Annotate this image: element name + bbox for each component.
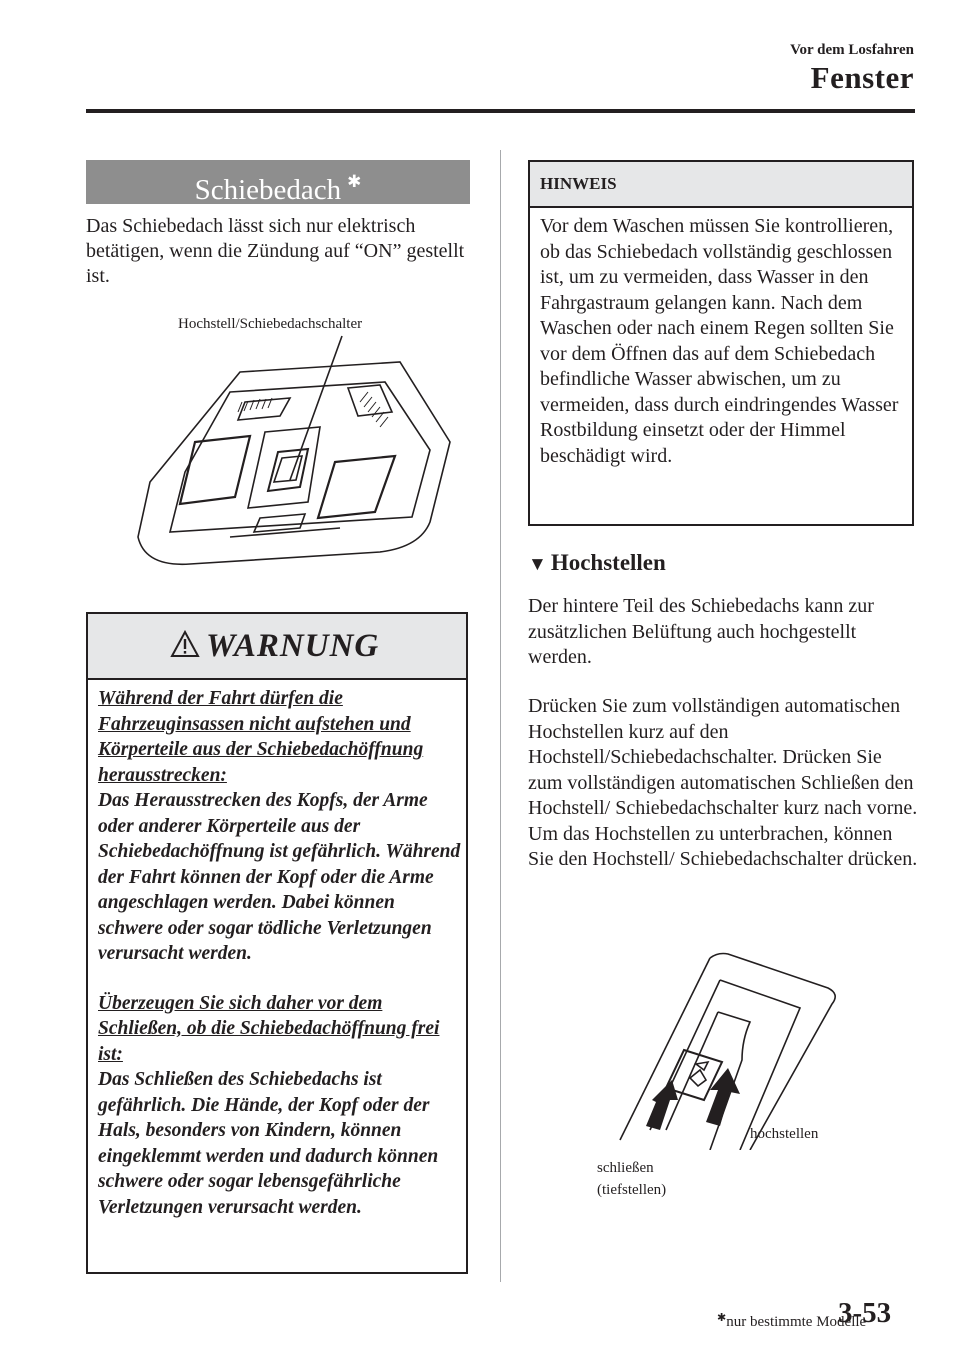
triangle-down-icon: ▼	[528, 554, 547, 575]
page-number: 3-53	[838, 1297, 892, 1329]
subsection-title: Hochstellen	[550, 550, 666, 575]
warning-heading-2: Überzeugen Sie sich daher vor dem Schließen, ob die Schiebedachöffnung frei ist:	[98, 992, 440, 1065]
label-close-line-1: schließen	[597, 1160, 654, 1176]
section-title-bar	[86, 160, 470, 204]
label-close	[597, 1157, 666, 1201]
chapter-title: Vor dem Losfahren	[790, 42, 914, 58]
subsection-paragraph-1: Der hintere Teil des Schiebedachs kann zur zusätzlichen Belüftung auch hochgestellt werden.	[528, 595, 874, 668]
figure-label-switch: Hochstell/Schiebedachschalter	[178, 316, 363, 332]
warning-heading-1: Während der Fahrt dürfen die Fahrzeuginsassen nicht aufstehen und Körperteile aus der Schiebedachöffnung herausstrecken:	[98, 688, 424, 786]
warning-box	[86, 612, 468, 1274]
asterisk-icon: ✱	[717, 1312, 727, 1324]
warning-body	[98, 686, 463, 1220]
intro-paragraph: Das Schiebedach lässt sich nur elektrisch betätigen, wenn die Zündung auf “ON” gestellt ist.	[86, 215, 465, 287]
label-raise: hochstellen	[750, 1126, 819, 1142]
warning-text-1: Das Herausstrecken des Kopfs, der Arme oder anderer Körperteile aus der Schiebedachöffnung ist gefährlich. Während der Fahrt können der Kopf oder die Arme angeschlagen werden. Dabei können schwere oder sogar tödliche Verletzungen verursacht werden.	[98, 790, 461, 964]
note-title: HINWEIS	[530, 162, 912, 208]
warning-text-2: Das Schließen des Schiebedachs ist gefährlich. Die Hände, der Kopf oder der Hals, besonders von Kindern, können eingeklemmt werden und dadurch können schwere oder sogar lebensgefährliche Verletzungen verursacht werden.	[98, 1069, 439, 1218]
note-text: Vor dem Waschen müssen Sie kontrollieren, ob das Schiebedach vollständig geschlossen ist, um zu vermeiden, dass Wasser in den Fahrgastraum gelangen kann. Nach dem Waschen oder nach einem Regen sollten Sie vor dem Öffnen das auf dem Schiebedach befindliche Wasser abwischen, um zu vermeiden, dass durch eindringendes Wasser Rostbildung einsetzt oder der Himmel beschädigt wird.	[540, 215, 899, 467]
subsection-heading	[528, 550, 666, 576]
note-box	[528, 160, 914, 526]
switch-closeup-illustration	[600, 950, 840, 1150]
subsection-paragraph-2: Drücken Sie zum vollständigen automatischen Hochstellen kurz auf den Hochstell/Schiebedachschalter. Drücken Sie zum vollständigen automatischen Schließen den Hochstell/ Schiebedachschalter kurz nach vorne. Um das Hochstellen zu unterbrachen, können Sie den Hochstell/ Schiebedachschalter drücken.	[528, 695, 918, 870]
asterisk-icon: ✱	[347, 172, 362, 191]
section-title: Schiebedach	[194, 174, 342, 206]
label-close-line-2: (tiefstellen)	[597, 1182, 667, 1198]
warning-triangle-icon	[170, 630, 200, 658]
warning-title: WARNUNG	[206, 628, 380, 664]
overhead-console-illustration	[130, 332, 460, 572]
header-rule	[86, 109, 915, 113]
footer-note-text: nur bestimmte Modelle	[726, 1314, 867, 1330]
warning-header	[88, 614, 466, 680]
page-title: Fenster	[810, 60, 914, 95]
column-divider	[500, 150, 501, 1282]
